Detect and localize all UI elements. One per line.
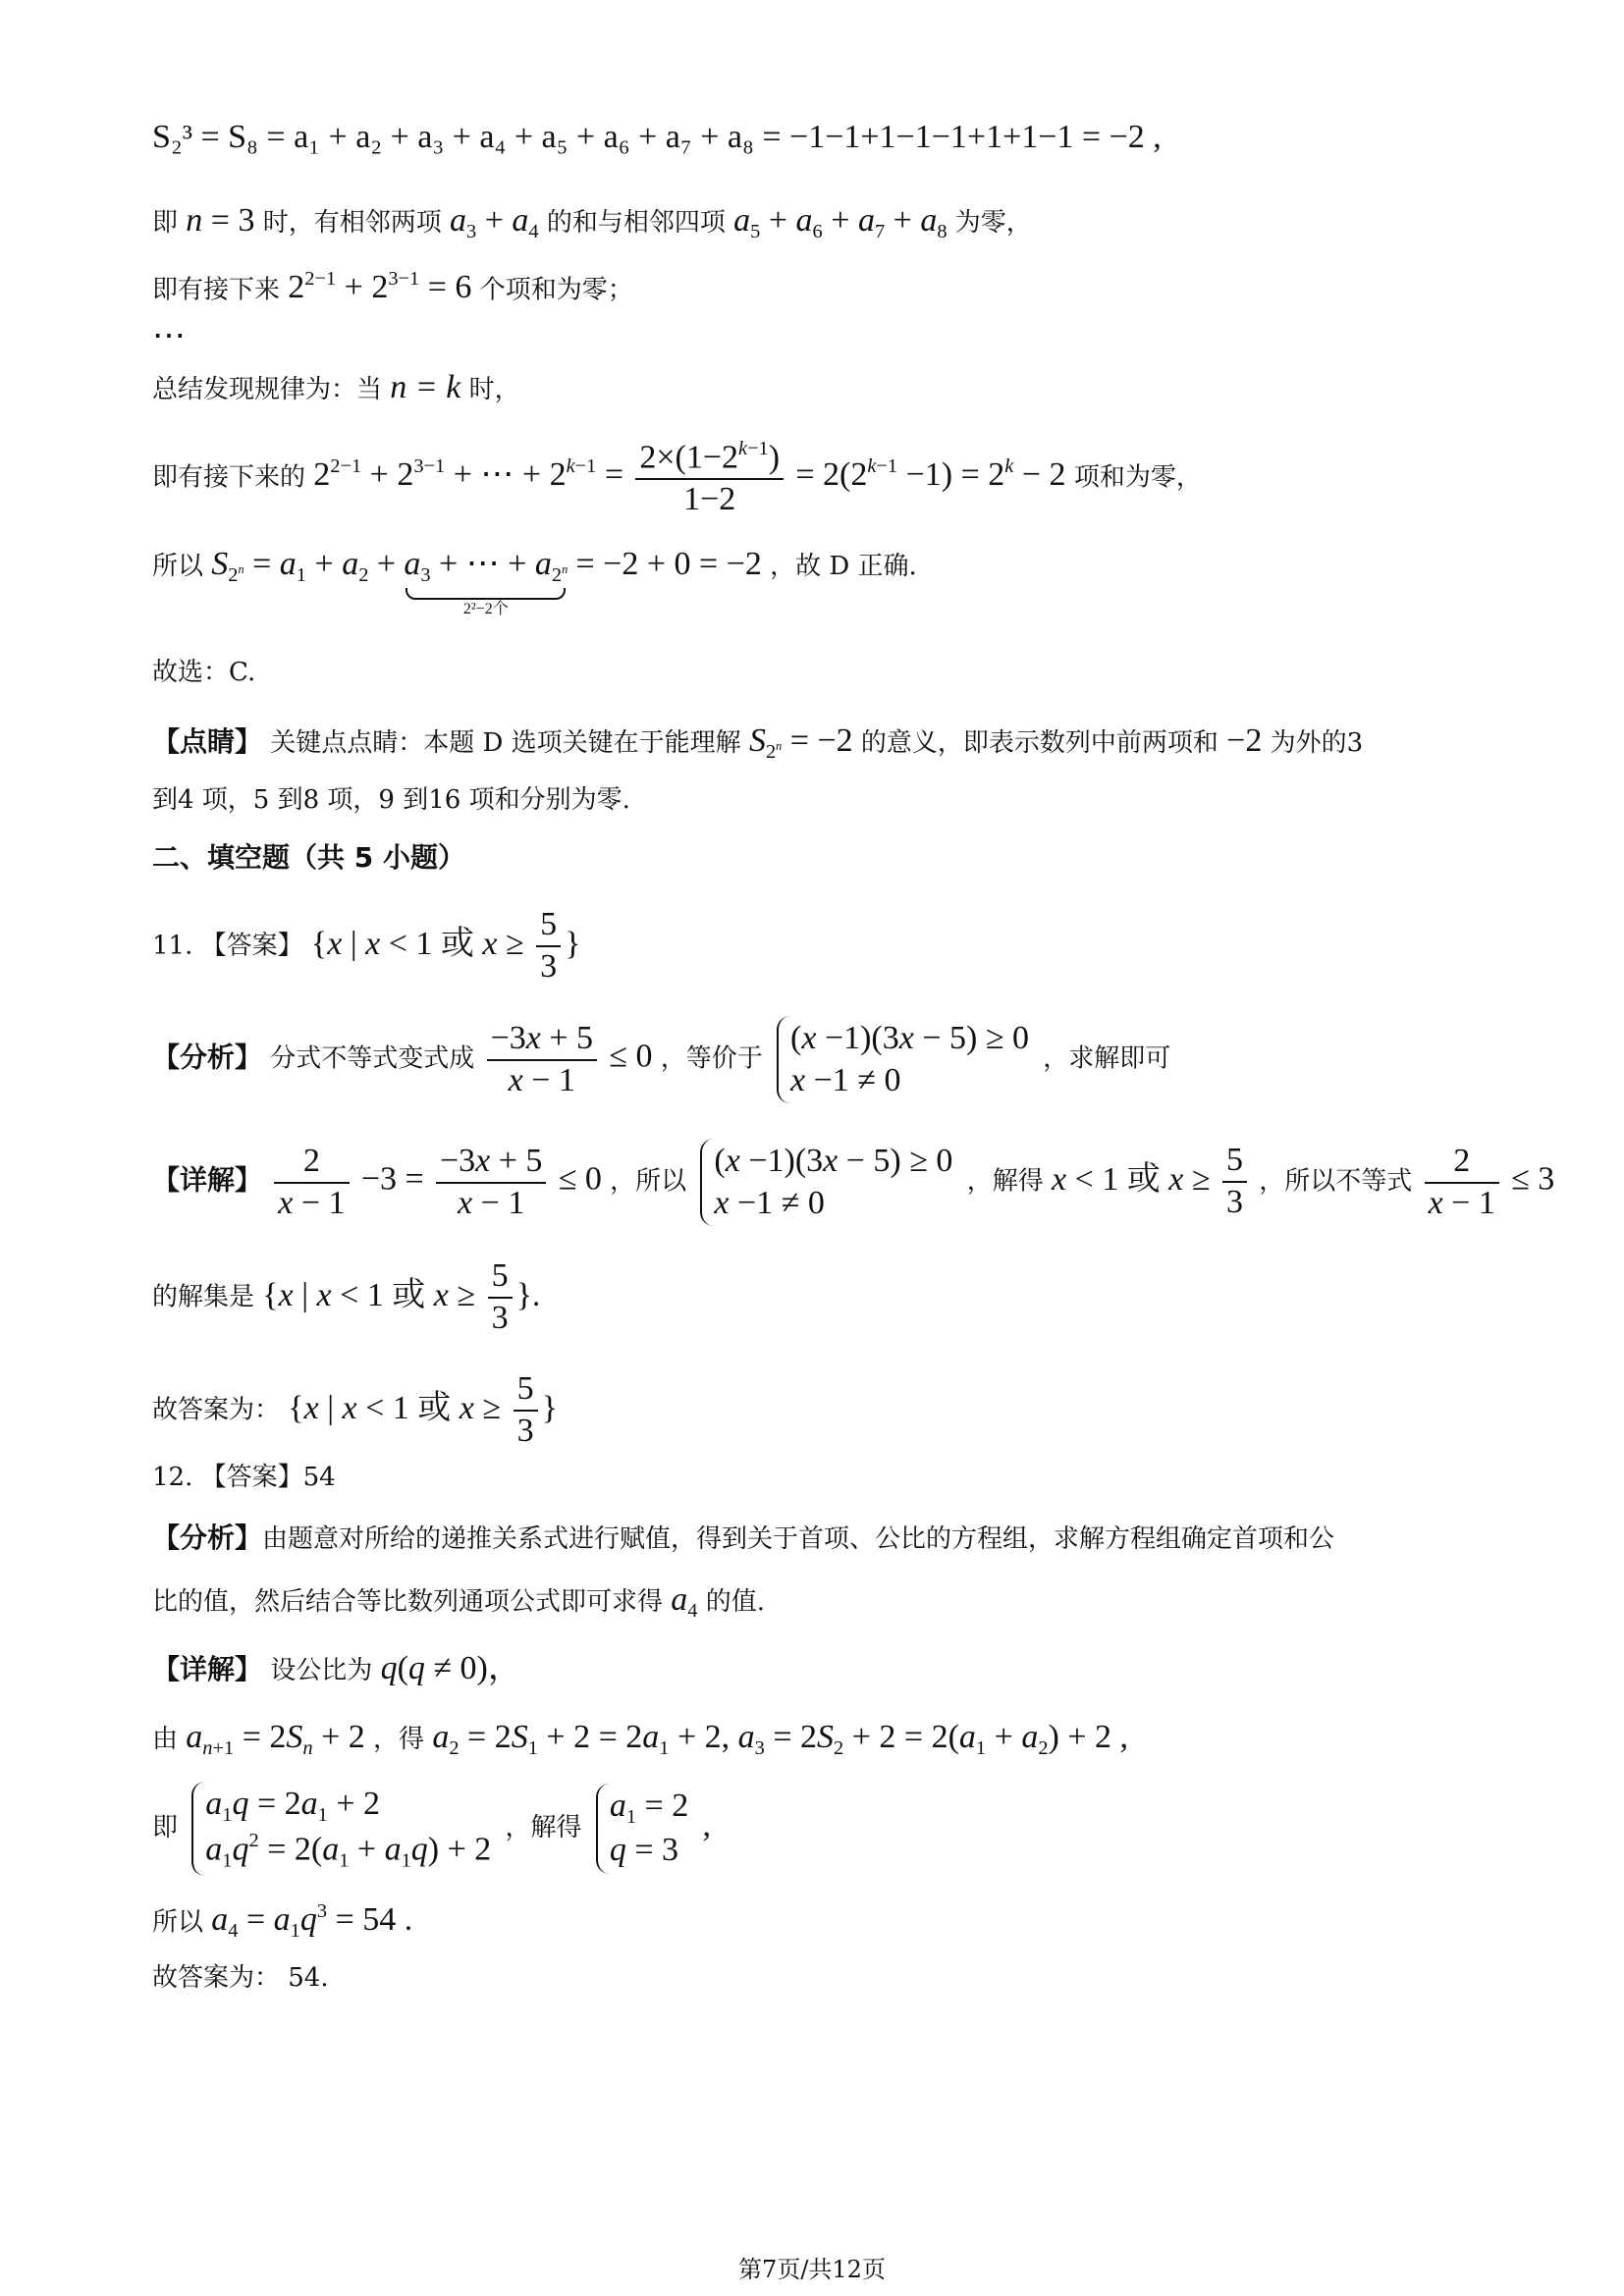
system-q12a: $a_1q = 2a_1 + 2$ $a_1q^2 = 2(a_1 + a_1q) + 2$ — [191, 1782, 491, 1876]
q12-result: 所以 $a_4 = a_1q^3 = 54$ . — [152, 1900, 413, 1943]
math-result: = $2(2^{k-1} -1) = 2^k - 2$ — [795, 455, 1066, 494]
system-q11b: (x −1)(3x − 5) ≥ 0 x −1 ≠ 0 — [700, 1139, 952, 1226]
q12-analysis-1: 【分析】由题意对所给的递推关系式进行赋值，得到关于首项、公比的方程组，求解方程组确定首项和公 — [152, 1522, 1335, 1554]
line-summary: 总结发现规律为：当 n = k 时， — [152, 369, 520, 405]
fraction-q11b: $\frac{2}{x - 1}$ — [274, 1142, 349, 1224]
q11-solution-set: 的解集是 {x | x < 1 或 x ≥ $\frac{5}{3}$ }. — [152, 1257, 541, 1336]
math-s2n-eq: $S_{2^n} = -2$ — [748, 722, 853, 764]
line-six-terms: 即有接下来 $2^{2-1} + 2^{3-1} = 6$ 个项和为零； — [152, 268, 633, 306]
fraction-q11a: $\frac{-3x + 5}{x - 1}$ — [487, 1019, 597, 1101]
q12-analysis-2: 比的值，然后结合等比数列通项公式即可求得 $a_4$ 的值. — [152, 1581, 766, 1623]
q11-answer: 11. 【答案】 {x | x < 1 或 x ≥ $\frac{5}{3}$ } — [152, 906, 581, 985]
q12-recurrence: 由 $a_{n+1} = 2S_n + 2$ ，得 $a_2 = 2S_1 + 2 = 2a_1 + 2$, $a_3 = 2S_2 + 2 = 2(a_1 + a_2) + 2$ , — [152, 1719, 1129, 1760]
math-q11-set3: {x | x < 1 或 x ≥ $\frac{5}{3}$ } — [288, 1370, 558, 1449]
equation-s8: S₂³ = S₈ = a₁ + a₂ + a₃ + a₄ + a₅ + a₆ + a₇ + a₈ = −1−1+1−1−1+1+1−1 = −2 , — [152, 119, 1162, 155]
math-q11-result: x < 1 或 x ≥ $\frac{5}{3}$ — [1052, 1161, 1251, 1198]
answer-choice: 故选：C. — [152, 658, 256, 687]
math-n-eq-k: n = k — [390, 369, 461, 405]
q12-final: 故答案为： 54. — [152, 1963, 329, 1993]
section-title: 二、填空题（共 5 小题） — [152, 841, 465, 874]
math-series: $2^{2-1} + 2^{3-1}$ + ⋯ + $2^{k-1}$ = — [313, 455, 624, 494]
math-q: q(q ≠ 0)， — [380, 1650, 521, 1686]
math-a3-a4: $a_3 + a_4$ — [450, 202, 539, 243]
line-key-point-cont: 到4 项，5 到8 项，9 到16 项和分别为零. — [152, 785, 630, 815]
fraction-q11c: $\frac{-3x + 5}{x - 1}$ — [436, 1142, 546, 1224]
math-a4: $a_4$ — [671, 1581, 698, 1623]
q12-system: 即 $a_1q = 2a_1 + 2$ $a_1q^2 = 2(a_1 + a_1q) + 2$ ，解得 $a_1 = 2$ q = 3 , — [152, 1782, 711, 1876]
math-neg2: −2 — [1226, 722, 1263, 759]
underbrace-group: $a_3$ + ⋯ + $a_{2^n}$ 2²−2个 — [404, 545, 568, 619]
math-s2n-lhs: $S_{2^n} = a_1 + a_2$ + — [211, 546, 397, 587]
fraction-geometric: $\frac{2\times(1-2^{k-1})}{1-2}$ — [635, 437, 784, 520]
q12-detail: 【详解】 设公比为 q(q ≠ 0)， — [152, 1650, 521, 1686]
line-n3-note: 即 n = 3 时，有相邻两项 $a_3 + a_4$ 的和与相邻四项 $a_5 + a_6 + a_7 + a_8$ 为零， — [152, 202, 1032, 243]
q11-analysis: 【分析】 分式不等式变式成 $\frac{-3x + 5}{x - 1}$ ≤ 0 ，等价于 (x −1)(3x − 5) ≥ 0 x −1 ≠ 0 ，求解即可 — [152, 1016, 1170, 1103]
underbrace-count: 2²−2个 — [462, 600, 509, 617]
line-key-point: 【点睛】 关键点点睛：本题 D 选项关键在于能理解 $S_{2^n} = -2$ 的意义，即表示数列中前两项和 −2 为外的3 — [152, 722, 1364, 764]
ellipsis: ⋯ — [152, 318, 186, 354]
math-q11-set: {x | x < 1 或 x ≥ $\frac{5}{3}$ } — [310, 906, 581, 985]
fraction-q11d: $\frac{2}{x - 1}$ — [1425, 1142, 1499, 1224]
math-n-eq-3: n = 3 — [186, 202, 255, 239]
q11-final: 故答案为： {x | x < 1 或 x ≥ $\frac{5}{3}$ } — [152, 1370, 558, 1449]
line-s2n: 所以 $S_{2^n} = a_1 + a_2 + a_3$ + ⋯ + $a_{2^n}$ 2²−2个 = −2 + 0 = −2 ，故 D 正确. — [152, 545, 917, 619]
math-recurrence: $a_{n+1} = 2S_n + 2$ — [186, 1719, 365, 1760]
q12-answer: 12. 【答案】54 — [152, 1463, 336, 1492]
system-q12b: $a_1 = 2$ q = 3 — [596, 1784, 688, 1874]
q11-detail: 【详解】 $\frac{2}{x - 1}$ −3 = $\frac{-3x + 5}{x - 1}$ ≤ 0 ，所以 (x −1)(3x − 5) ≥ 0 x −1 ≠ 0 ，解得 x < 1 或 x ≥ $\frac{5}{3}$ ，所以不等式 $\frac{2}{x - 1}$ ≤ 3 — [152, 1139, 1554, 1226]
math-a5-a8: $a_5 + a_6 + a_7 + a_8$ — [733, 202, 947, 243]
math-a4-result: $a_4 = a_1q^3 = 54$ . — [211, 1900, 413, 1943]
line-s8-sum — [152, 118, 1162, 158]
page-footer: 第7页/共12页 — [738, 2256, 886, 2283]
math-six: $2^{2-1} + 2^{3-1} = 6$ — [288, 268, 472, 306]
line-geometric-sum: 即有接下来的 $2^{2-1} + 2^{3-1}$ + ⋯ + $2^{k-1}$ = $\frac{2\times(1-2^{k-1})}{1-2}$ = $2(2^{k-1} -1) = 2^k - 2$ 项和为零， — [152, 437, 1202, 520]
system-q11a: (x −1)(3x − 5) ≥ 0 x −1 ≠ 0 — [777, 1016, 1029, 1103]
math-a2-a3: $a_2 = 2S_1 + 2 = 2a_1 + 2$, $a_3 = 2S_2 + 2 = 2(a_1 + a_2) + 2$ , — [432, 1719, 1129, 1760]
math-s2n-rhs: = −2 + 0 = −2 — [575, 546, 762, 582]
math-q11-set2: {x | x < 1 或 x ≥ $\frac{5}{3}$ }. — [262, 1257, 541, 1336]
